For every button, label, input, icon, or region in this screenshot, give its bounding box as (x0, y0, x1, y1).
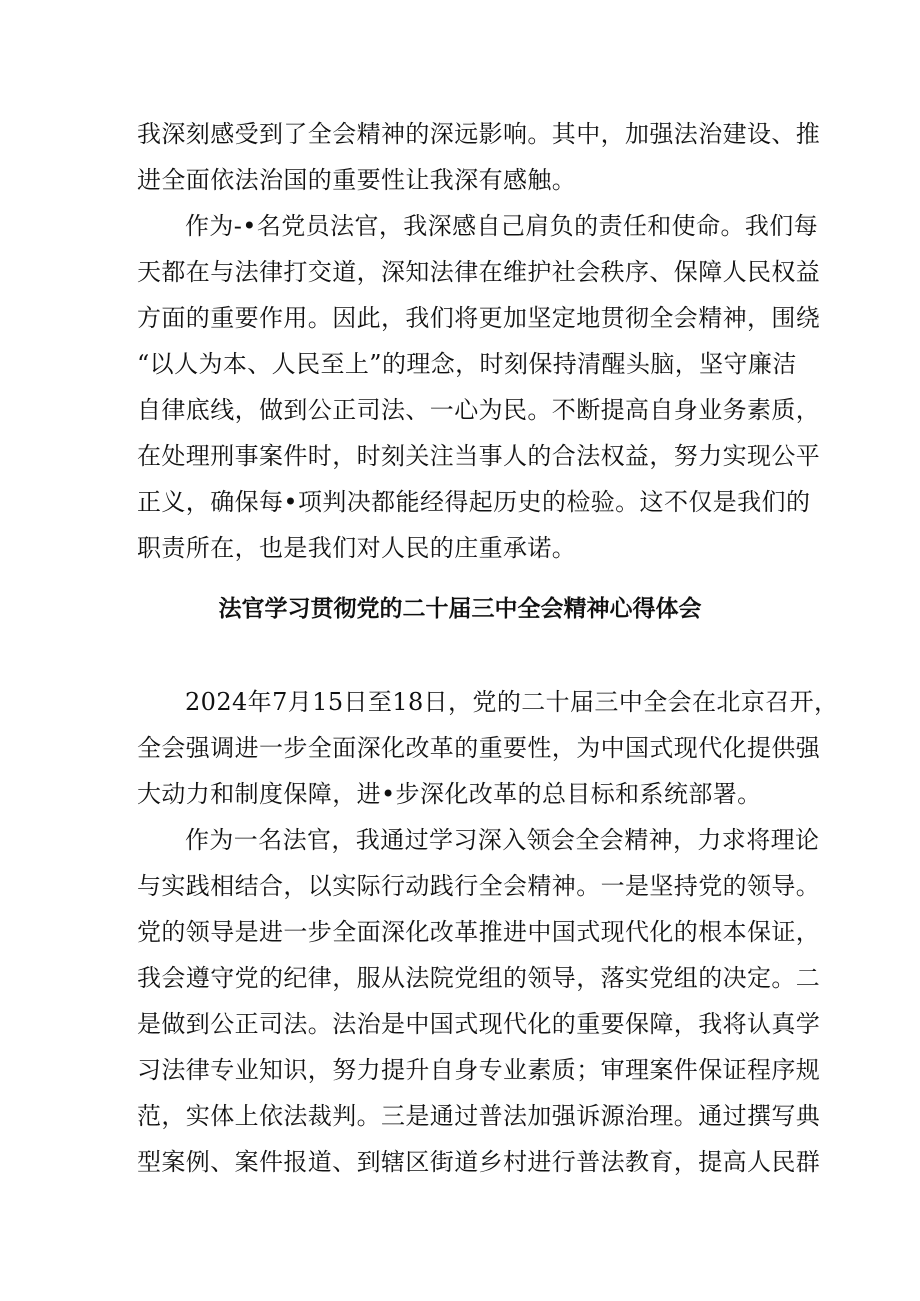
paragraph-line: 型案例、案件报道、到辖区街道乡村进行普法教育，提高人民群 (137, 1148, 821, 1176)
paragraph-line: 进全面依法治国的重要性让我深有感触。 (137, 166, 577, 194)
paragraph-line: 全会强调进一步全面深化改革的重要性，为中国式现代化提供强 (137, 734, 821, 762)
paragraph-line: 范，实体上依法裁判。三是通过普法加强诉源治理。通过撰写典 (137, 1102, 821, 1130)
paragraph-line: “以人为本、人民至上”的理念，时刻保持清醒头脑，坚守廉洁 (137, 350, 797, 378)
paragraph-line: 作为一名法官，我通过学习深入领会全会精神，力求将理论 (185, 826, 820, 854)
paragraph-line: 党的领导是进一步全面深化改革推进中国式现代化的根本保证， (137, 918, 821, 946)
paragraph-line: 我深刻感受到了全会精神的深远影响。其中，加强法治建设、推 (137, 120, 821, 148)
paragraph-line: 与实践相结合，以实际行动践行全会精神。一是坚持党的领导。 (137, 872, 821, 900)
paragraph-line: 是做到公正司法。法治是中国式现代化的重要保障，我将认真学 (137, 1010, 821, 1038)
paragraph-line: 我会遵守党的纪律，服从法院党组的领导，落实党组的决定。二 (137, 964, 821, 992)
paragraph-line: 天都在与法律打交道，深知法律在维护社会秩序、保障人民权益 (137, 258, 821, 286)
paragraph-line: 大动力和制度保障，进•步深化改革的总目标和系统部署。 (137, 780, 762, 808)
paragraph-line: 方面的重要作用。因此，我们将更加坚定地贯彻全会精神，围绕 (137, 304, 821, 332)
paragraph-line: 习法律专业知识，努力提升自身专业素质；审理案件保证程序规 (137, 1056, 821, 1084)
paragraph-line: 职责所在，也是我们对人民的庄重承诺。 (137, 534, 577, 562)
section-title: 法官学习贯彻党的二十届三中全会精神心得体会 (218, 596, 702, 622)
paragraph-line: 在处理刑事案件时，时刻关注当事人的合法权益，努力实现公平 (137, 442, 821, 470)
paragraph-line: 自律底线，做到公正司法、一心为民。不断提高自身业务素质， (137, 396, 821, 424)
paragraph-line: 2024年7月15日至18日，党的二十届三中全会在北京召开， (185, 688, 839, 716)
paragraph-line: 正义，确保每•项判决都能经得起历史的检验。这不仅是我们的 (137, 488, 811, 516)
paragraph-line: 作为-•名党员法官，我深感自己肩负的责任和使命。我们每 (185, 212, 819, 240)
